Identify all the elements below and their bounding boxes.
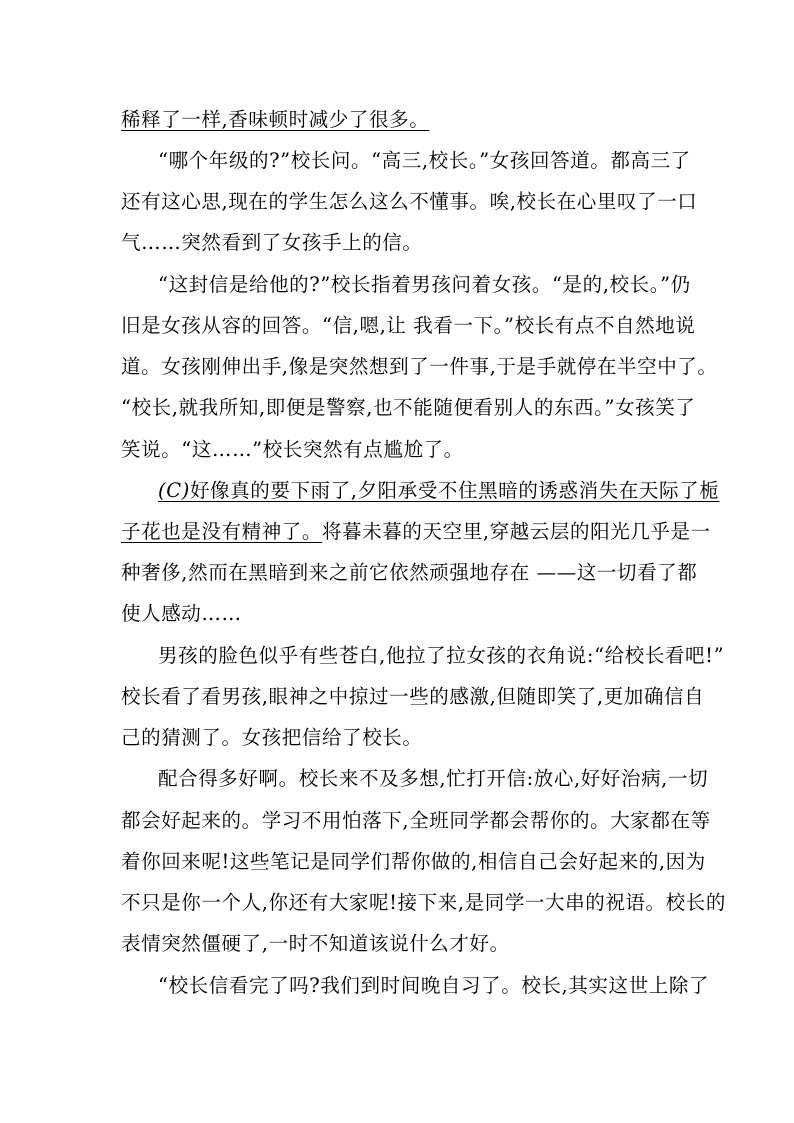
text-line: 气……突然看到了女孩手上的信。 [121, 231, 423, 254]
text-line: 配合得多好啊。校长来不及多想,忙打开信:放心,好好治病,一切 [158, 767, 709, 790]
text-line [121, 518, 711, 546]
text-line: 旧是女孩从容的回答。“信,嗯,让 我看一下。”校长有点不自然地说 [121, 314, 696, 337]
text-line: 男孩的脸色似乎有些苍白,他拉了拉女孩的衣角说:“给校长看吧!” [158, 644, 725, 667]
text-line: 使人感动…… [121, 602, 242, 625]
underlined-segment: 子花也是没有精神了。 [121, 520, 323, 543]
text-line: 不只是你一个人,你还有大家呢!接下来,是同学一大串的祝语。校长的 [121, 891, 726, 914]
passage-marker-c: (C) [158, 479, 190, 502]
text-line: 稀释了一样,香味顿时减少了很多。 [121, 108, 430, 131]
text-line: 笑说。“这……”校长突然有点尴尬了。 [121, 438, 464, 461]
text-segment: 将暮未暮的天空里,穿越云层的阳光几乎是一 [322, 520, 711, 543]
text-line: 己的猜测了。女孩把信给了校长。 [121, 726, 423, 749]
text-line: “这封信是给他的?”校长指着男孩问着女孩。“是的,校长。”仍 [158, 273, 691, 296]
text-line: 种奢侈,然而在黑暗到来之前它依然顽强地存在 ——这一切看了都 [121, 561, 698, 584]
text-line: “哪个年级的?”校长问。“高三,校长。”女孩回答道。都高三了 [158, 149, 691, 172]
text-line: “校长信看完了吗?我们到时间晚自习了。校长,其实这世上除了 [158, 974, 710, 997]
text-line: 着你回来呢!这些笔记是同学们帮你做的,相信自己会好起来的,因为 [121, 850, 706, 873]
text-line: 校长看了看男孩,眼神之中掠过一些的感激,但随即笑了,更加确信自 [121, 685, 705, 708]
text-line: “校长,就我所知,即便是警察,也不能随便看别人的东西。”女孩笑了 [121, 396, 696, 419]
text-line: 表情突然僵硬了,一时不知道该说什么才好。 [121, 932, 510, 955]
text-segment: 好像真的要下雨了,夕阳承受不住黑暗的诱惑消失在天际了栀 [189, 479, 720, 502]
text-line: 道。女孩刚伸出手,像是突然想到了一件事,于是手就停在半空中了。 [121, 355, 718, 378]
underlined-passage-c [158, 477, 720, 505]
text-line: 还有这心思,现在的学生怎么这么不懂事。唉,校长在心里叹了一口 [121, 190, 698, 213]
text-line: 都会好起来的。学习不用怕落下,全班同学都会帮你的。大家都在等 [121, 809, 711, 832]
